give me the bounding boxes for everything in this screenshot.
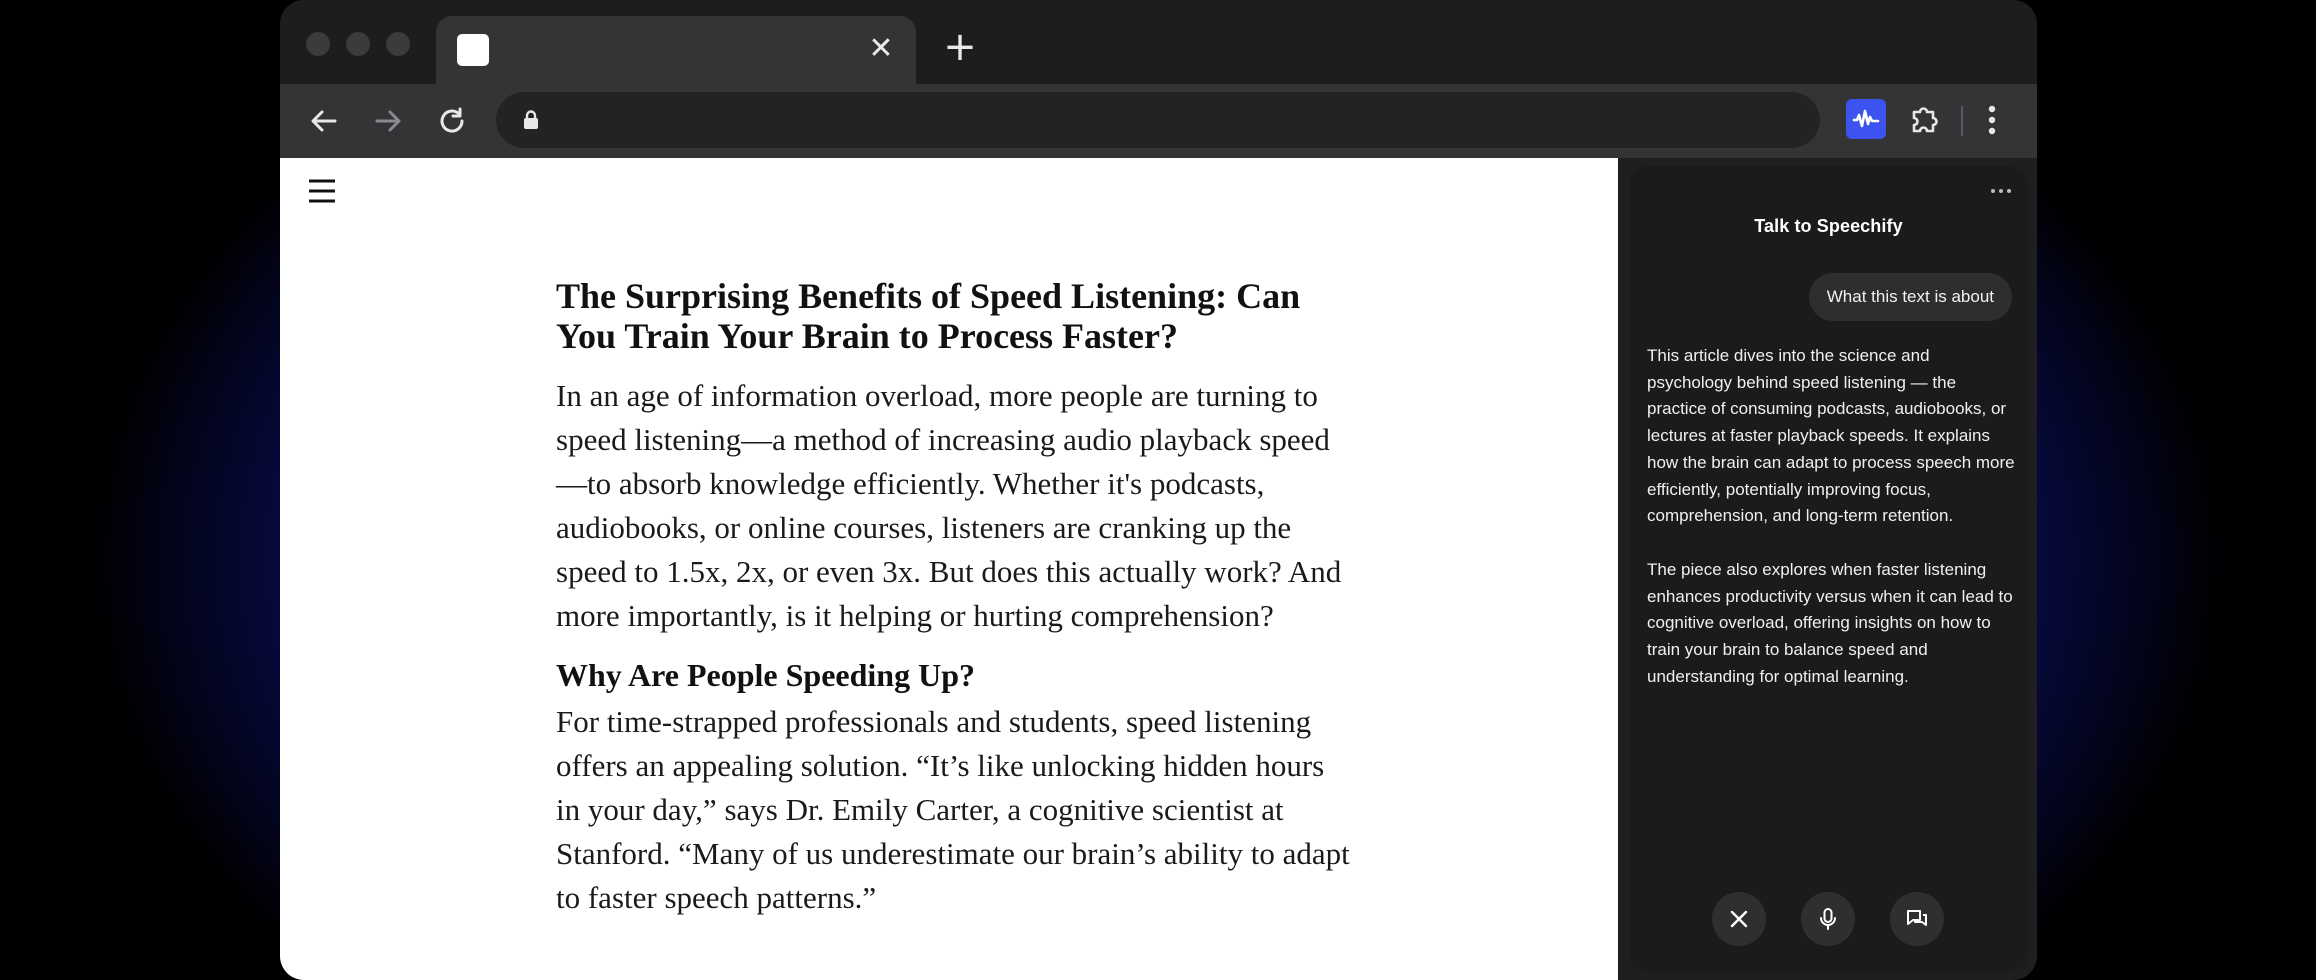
forward-icon[interactable] [368,101,408,141]
lock-icon [520,109,542,131]
article-paragraph: In an age of information overload, more people are turning to speed listening—a method of increasing audio playback speed —to absorb knowledge efficiently. Whether it's podcasts, audiobooks, or online courses, listeners are cranking up the speed to 1.5x, 2x, or even 3x. But does this actually work? And more importantly, is it helping or hurting comprehension? [556,378,1342,633]
address-bar[interactable] [496,92,1820,148]
reload-icon[interactable] [432,101,472,141]
microphone-icon [1815,906,1841,932]
browser-toolbar [280,84,2037,158]
back-icon[interactable] [304,101,344,141]
favicon-icon [457,34,489,66]
panel-title: Talk to Speechify [1754,216,1903,236]
close-icon [1726,906,1752,932]
speechify-chat-panel [1629,166,2028,972]
assistant-reply [1647,343,2015,717]
chat-mode-button[interactable] [1890,892,1944,946]
chat-bubbles-icon [1904,906,1930,932]
speechify-extension-icon[interactable] [1846,99,1886,139]
more-vert-icon[interactable] [1974,100,2010,140]
window-maximize-dot[interactable] [386,32,410,56]
puzzle-extension-icon[interactable] [1906,100,1944,138]
window-minimize-dot[interactable] [346,32,370,56]
web-page [280,158,1618,980]
more-horiz-icon[interactable] [1989,184,2013,196]
section-heading: Why Are People Speeding Up? [556,657,975,693]
user-message-bubble: What this text is about [1809,273,2012,321]
close-button[interactable] [1712,892,1766,946]
microphone-button[interactable] [1801,892,1855,946]
browser-tab[interactable] [436,16,916,84]
article-paragraph: For time-strapped professionals and students, speed listening offers an appealing solution. “It’s like unlocking hidden hours in your day,” says Dr. Emily Carter, a cognitive scientist at Stanford. “Many of us underestimate our brain’s ability to adapt to faster speech patterns.” [556,704,1350,915]
hamburger-menu-icon[interactable] [307,177,337,205]
reply-paragraph: The piece also explores when faster listening enhances productivity versus when it can lead to cognitive overload, offering insights on how to train your brain to balance speed and understanding for optimal learning. [1647,559,2013,686]
toolbar-divider [1961,106,1963,136]
tab-close-icon[interactable]: ✕ [868,31,894,66]
article-title: The Surprising Benefits of Speed Listening: Can You Train Your Brain to Process Faster? [556,276,1301,356]
article [556,276,1356,920]
reply-paragraph: This article dives into the science and psychology behind speed listening — the practice of consuming podcasts, audiobooks, or lectures at faster playback speeds. It explains how the brain can adapt to process speech more efficiently, potentially improving focus, comprehension, and long-term retention. [1647,346,2015,526]
new-tab-button[interactable]: + [943,24,977,70]
tab-strip [280,0,2037,84]
window-close-dot[interactable] [306,32,330,56]
browser-window [280,0,2037,980]
